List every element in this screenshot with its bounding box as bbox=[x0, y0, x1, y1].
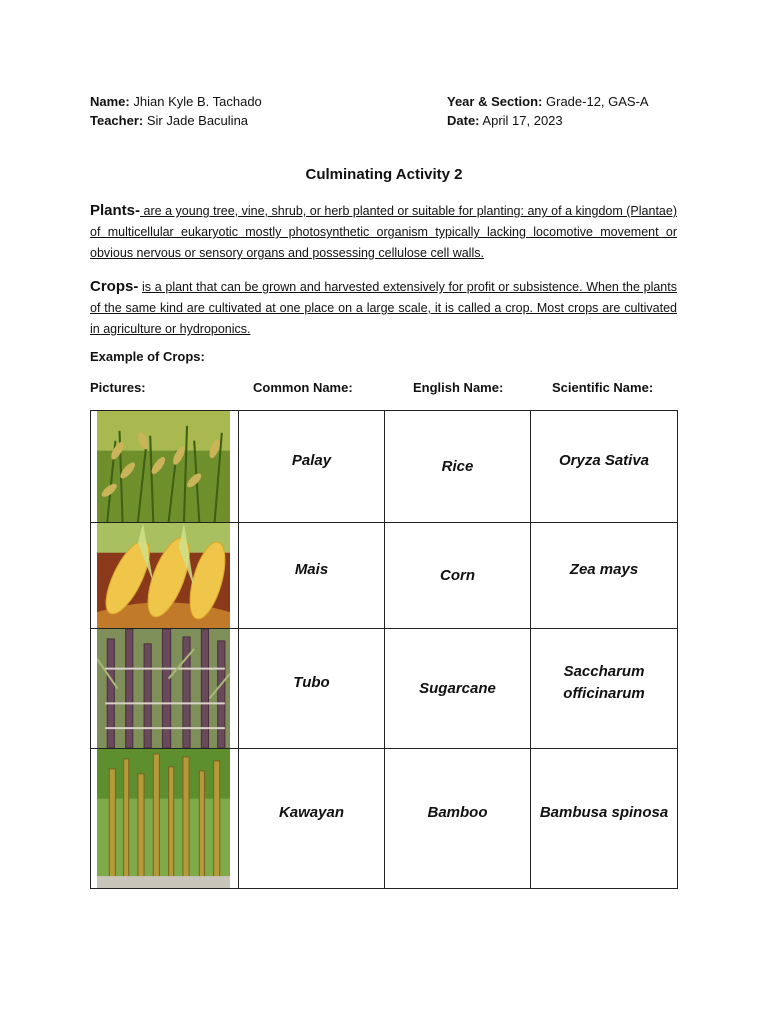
common-name: Palay bbox=[291, 451, 332, 469]
teacher-label: Teacher: bbox=[90, 113, 144, 128]
scientific-name-cell bbox=[531, 629, 678, 749]
scientific-name-cell bbox=[531, 523, 678, 629]
column-header-english-name: English Name: bbox=[413, 380, 504, 395]
class-info bbox=[447, 94, 649, 132]
table-row bbox=[91, 523, 678, 629]
teacher-value: Sir Jade Baculina bbox=[146, 113, 249, 128]
english-name: Rice bbox=[441, 457, 474, 475]
english-name: Bamboo bbox=[427, 803, 488, 821]
examples-label: Example of Crops: bbox=[90, 349, 205, 364]
picture-cell bbox=[91, 523, 239, 629]
crops-definition bbox=[90, 276, 677, 340]
common-name: Tubo bbox=[293, 673, 330, 691]
crops-term: Crops- bbox=[90, 278, 139, 295]
name-value: Jhian Kyle B. Tachado bbox=[133, 94, 262, 109]
scientific-name: Saccharum officinarum bbox=[563, 662, 645, 702]
scientific-name: Oryza Sativa bbox=[558, 451, 650, 469]
english-name: Sugarcane bbox=[419, 679, 496, 697]
picture-cell bbox=[91, 749, 239, 889]
common-name-cell bbox=[239, 411, 385, 523]
common-name-cell bbox=[239, 523, 385, 629]
year-section-value: Grade-12, GAS-A bbox=[546, 94, 649, 109]
sugarcane-stalks-photo bbox=[97, 629, 230, 748]
plants-text: are a young tree, vine, shrub, or herb planted or suitable for planting: any of a kingdom (Plantae) of multicellular eukaryotic mostly photosynthetic organism typically lacking locomotive movement or obvious nervous or sensory organs and possessing cellulose cell walls. bbox=[90, 204, 677, 260]
scientific-name-cell bbox=[531, 411, 678, 523]
page-title: Culminating Activity 2 bbox=[305, 166, 463, 183]
student-info bbox=[90, 94, 262, 132]
scientific-name: Bambusa spinosa bbox=[539, 803, 669, 821]
english-name-cell bbox=[385, 629, 531, 749]
column-header-pictures: Pictures: bbox=[90, 380, 146, 395]
english-name: Corn bbox=[440, 566, 475, 584]
column-header-common-name: Common Name: bbox=[253, 380, 353, 395]
plants-definition bbox=[90, 200, 677, 264]
picture-cell bbox=[91, 411, 239, 523]
picture-cell bbox=[91, 629, 239, 749]
common-name: Kawayan bbox=[278, 803, 345, 821]
common-name-cell bbox=[239, 749, 385, 889]
plants-term: Plants- bbox=[90, 202, 141, 219]
bamboo-grove-photo bbox=[97, 749, 230, 888]
corn-cobs-photo bbox=[97, 523, 230, 628]
table-row bbox=[91, 629, 678, 749]
rice-plant-photo bbox=[97, 411, 230, 522]
english-name-cell bbox=[385, 411, 531, 523]
english-name-cell bbox=[385, 523, 531, 629]
common-name: Mais bbox=[294, 560, 329, 578]
crops-table bbox=[90, 410, 678, 889]
common-name-cell bbox=[239, 629, 385, 749]
english-name-cell bbox=[385, 749, 531, 889]
date-value: April 17, 2023 bbox=[482, 113, 563, 128]
date-label: Date: bbox=[447, 113, 480, 128]
table-row bbox=[91, 411, 678, 523]
name-label: Name: bbox=[90, 94, 130, 109]
scientific-name: Zea mays bbox=[569, 560, 639, 578]
scientific-name-cell bbox=[531, 749, 678, 889]
year-section-label: Year & Section: bbox=[447, 94, 543, 109]
crops-text: is a plant that can be grown and harvested extensively for profit or subsistence. When the plants of the same kind are cultivated at one place on a large scale, it is called a crop. Most crops are cultivated in agriculture or hydroponics. bbox=[90, 280, 677, 336]
column-header-scientific-name: Scientific Name: bbox=[552, 380, 654, 395]
table-row bbox=[91, 749, 678, 889]
